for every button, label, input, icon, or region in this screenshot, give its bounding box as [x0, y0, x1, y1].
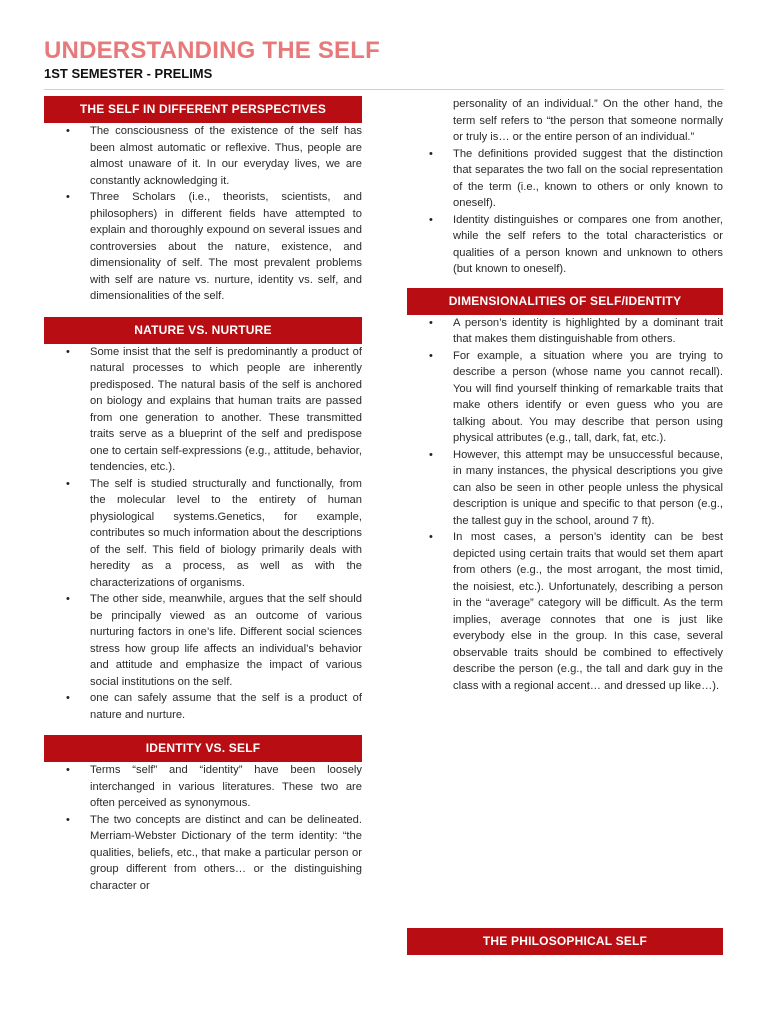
- right-column: [407, 96, 723, 694]
- list-item: • Terms “self” and “identity” have been loosely interchanged in various literatures. These two are often perceived as synonymous.: [44, 762, 362, 812]
- list-item: • For example, a situation where you are trying to describe a person (whose name you cannot recall). You will find yourself thinking of remarkable traits that make others identify or even guess who you are talking about. You may describe that person using physical attributes (e.g., tall, dark, fat, etc.).: [407, 348, 723, 447]
- document-title: UNDERSTANDING THE SELF: [44, 37, 380, 64]
- list-item: • A person’s identity is highlighted by a dominant trait that makes them distinguishable from others.: [407, 315, 723, 348]
- list-item: personality of an individual.” On the other hand, the term self refers to “the person that someone normally or truly is… or the entire person of an individual.”: [453, 98, 723, 143]
- list-item: • one can safely assume that the self is a product of nature and nurture.: [44, 690, 362, 723]
- list-item: • The consciousness of the existence of the self has been almost automatic or reflexive. Thus, people are almost unaware of it. In our everyday lives, we are constantly acknowledging it.: [44, 123, 362, 189]
- list-item: • Three Scholars (i.e., theorists, scientists, and philosophers) in different fields have attempted to explain and thoroughly expound on several issues and controversies about the nature, existence, and dimensionality of self. The most prevalent problems with self are nature vs. nurture, identity vs. self, and dimensionalities of the self.: [44, 189, 362, 305]
- list-item: • The self is studied structurally and functionally, from the molecular level to the entirety of human physiological systems.Genetics, for example, contributes so much information about the descriptions of the self. This field of biology primarily deals with heredity as a process, as well as with the characterizations of organisms.: [44, 476, 362, 592]
- identity-list-continued: [407, 96, 723, 278]
- list-item: • In most cases, a person’s identity can be best depicted using certain traits that would set them apart from others (e.g., the most arrogant, the most timid, the noisiest, etc.). Unfortunately, describing a person in the “average” category will be difficult. As the term implies, average connotes that one is just like everybody else in the group. In this case, several observable traits should be combined to effectively describe the person (e.g., the tall and dark guy in the class with a regional accent… and dressed up like…).: [407, 529, 723, 694]
- nature-list: [44, 344, 362, 724]
- list-item: • Some insist that the self is predominantly a product of natural processes to which people are inherently predisposed. The natural basis of the self is anchored on biology and explains that human traits are passed from one generation to another. These transmitted traits serve as a blueprint of the self and predispose one to certain self-expressions (e.g., attitude, behavior, tendencies, etc.).: [44, 344, 362, 476]
- left-column: [44, 96, 362, 894]
- identity-list: [44, 762, 362, 894]
- dimensionalities-list: [407, 315, 723, 695]
- section-heading-perspectives: THE SELF IN DIFFERENT PERSPECTIVES: [44, 96, 362, 123]
- list-item: • Identity distinguishes or compares one from another, while the self refers to the total characteristics or qualities of a person known and unknown to others (but known to oneself).: [407, 212, 723, 278]
- list-item: • The other side, meanwhile, argues that the self should be principally viewed as an outcome of various nurturing factors in one’s life. Different social sciences stress how group life affects an individual’s behavior and attitude and emphasize the impact of various social institutions on the self.: [44, 591, 362, 690]
- section-heading-dimensionalities: DIMENSIONALITIES OF SELF/IDENTITY: [407, 288, 723, 315]
- list-item: • The definitions provided suggest that the distinction that separates the two fall on the social representation of the term (i.e., known to others or only known to oneself).: [407, 146, 723, 212]
- list-item: • The two concepts are distinct and can be delineated. Merriam-Webster Dictionary of the term identity: “the qualities, beliefs, etc., that make a particular person or group different from others… or the distinguishing character or: [44, 812, 362, 895]
- section-heading-nature: NATURE VS. NURTURE: [44, 317, 362, 344]
- list-item: • However, this attempt may be unsuccessful because, in many instances, the physical descriptions you give can also be seen in other people unless the physical description is unique and specific to that person (e.g., the tallest guy in the school, around 7 ft).: [407, 447, 723, 530]
- header-divider: [44, 89, 724, 90]
- document-subtitle: 1ST SEMESTER - PRELIMS: [44, 66, 213, 81]
- perspectives-list: [44, 123, 362, 305]
- document-header: [44, 36, 380, 82]
- section-heading-identity: IDENTITY VS. SELF: [44, 735, 362, 762]
- section-heading-philosophical: THE PHILOSOPHICAL SELF: [407, 928, 723, 955]
